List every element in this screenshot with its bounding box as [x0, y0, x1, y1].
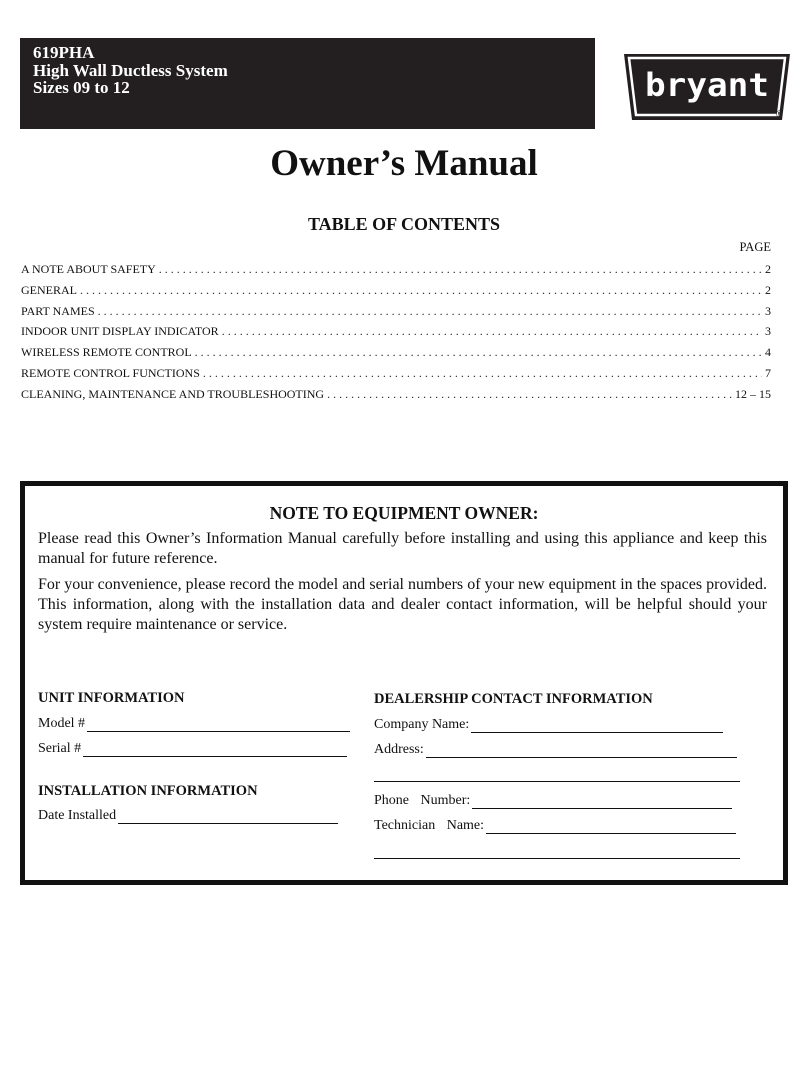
owner-note-box — [20, 481, 788, 885]
serial-label: Serial # — [38, 741, 82, 756]
toc-entry-page: 3 — [765, 303, 771, 318]
address-field[interactable] — [374, 742, 737, 758]
installation-info-heading: INSTALLATION INFORMATION — [38, 783, 258, 799]
note-paragraph-1: Please read this Owner’s Information Manual carefully before installing and using this appliance and keep this manual for future reference. — [38, 530, 767, 567]
model-blank-line[interactable] — [87, 718, 350, 732]
toc-entry-title: REMOTE CONTROL FUNCTIONS — [21, 365, 200, 380]
toc-entry-page: 7 — [765, 365, 771, 380]
toc-leader-dots — [203, 366, 762, 381]
model-label: Model # — [38, 716, 86, 731]
address-label: Address: — [374, 742, 424, 757]
toc-leader-dots — [195, 345, 762, 360]
table-of-contents — [21, 262, 771, 408]
toc-entry-title: A NOTE ABOUT SAFETY — [21, 262, 156, 276]
date-installed-blank-line[interactable] — [118, 810, 338, 824]
address-blank-line[interactable] — [426, 744, 737, 758]
toc-leader-dots — [159, 262, 762, 277]
toc-entry[interactable] — [21, 262, 771, 283]
toc-entry-title: PART NAMES — [21, 303, 95, 318]
toc-page-label: PAGE — [739, 240, 771, 254]
model-number: 619PHA — [33, 43, 95, 62]
toc-entry[interactable] — [21, 366, 771, 387]
toc-entry-page: 2 — [765, 282, 771, 297]
product-name: High Wall Ductless System — [33, 60, 228, 80]
toc-entry-title: INDOOR UNIT DISPLAY INDICATOR — [21, 324, 219, 339]
toc-entry-page: 2 — [765, 262, 771, 276]
toc-entry-title: GENERAL — [21, 282, 77, 297]
toc-entry[interactable] — [21, 387, 771, 408]
date-installed-label: Date Installed — [38, 808, 117, 823]
toc-entry-page: 12 – 15 — [735, 386, 771, 401]
note-heading: NOTE TO EQUIPMENT OWNER: — [269, 503, 539, 523]
bryant-logo — [622, 52, 792, 122]
toc-entry-page: 4 — [765, 345, 771, 360]
dealership-info-heading: DEALERSHIP CONTACT INFORMATION — [374, 691, 653, 707]
product-sizes: Sizes 09 to 12 — [33, 78, 130, 97]
company-name-blank-line[interactable] — [471, 719, 723, 733]
phone-number-field[interactable] — [374, 793, 732, 809]
note-paragraph-2: For your convenience, please record the model and serial numbers of your new equipment in the spaces provided. This information, along with the installation data and dealer contact information, will be helpful should your system require maintenance or service. — [38, 576, 767, 633]
logo-wordmark: bryant — [645, 66, 769, 104]
toc-entry-page: 3 — [765, 324, 771, 339]
address-second-line[interactable] — [374, 781, 740, 782]
date-installed-field[interactable] — [38, 808, 338, 824]
model-number-field[interactable] — [38, 716, 350, 732]
registered-mark: ® — [776, 109, 783, 119]
page-title: Owner’s Manual — [270, 143, 538, 184]
header-bar — [20, 38, 595, 129]
toc-entry[interactable] — [21, 345, 771, 366]
technician-name-label: Technician Name: — [374, 818, 485, 833]
toc-entry-title: CLEANING, MAINTENANCE AND TROUBLESHOOTING — [21, 386, 325, 401]
toc-entry-title: WIRELESS REMOTE CONTROL — [21, 345, 192, 360]
phone-number-blank-line[interactable] — [472, 795, 732, 809]
company-name-field[interactable] — [374, 717, 723, 733]
toc-leader-dots — [222, 324, 762, 339]
toc-heading: TABLE OF CONTENTS — [307, 214, 501, 234]
technician-name-field[interactable] — [374, 818, 736, 834]
toc-entry[interactable] — [21, 283, 771, 304]
company-name-label: Company Name: — [374, 717, 470, 732]
toc-leader-dots — [80, 283, 762, 298]
serial-blank-line[interactable] — [83, 743, 347, 757]
toc-leader-dots — [98, 304, 762, 319]
toc-leader-dots — [327, 387, 732, 402]
toc-entry[interactable] — [21, 304, 771, 325]
unit-info-heading: UNIT INFORMATION — [38, 690, 185, 706]
technician-second-line[interactable] — [374, 858, 740, 859]
phone-number-label: Phone Number: — [374, 793, 471, 808]
technician-name-blank-line[interactable] — [486, 820, 736, 834]
serial-number-field[interactable] — [38, 741, 347, 757]
toc-entry[interactable] — [21, 324, 771, 345]
